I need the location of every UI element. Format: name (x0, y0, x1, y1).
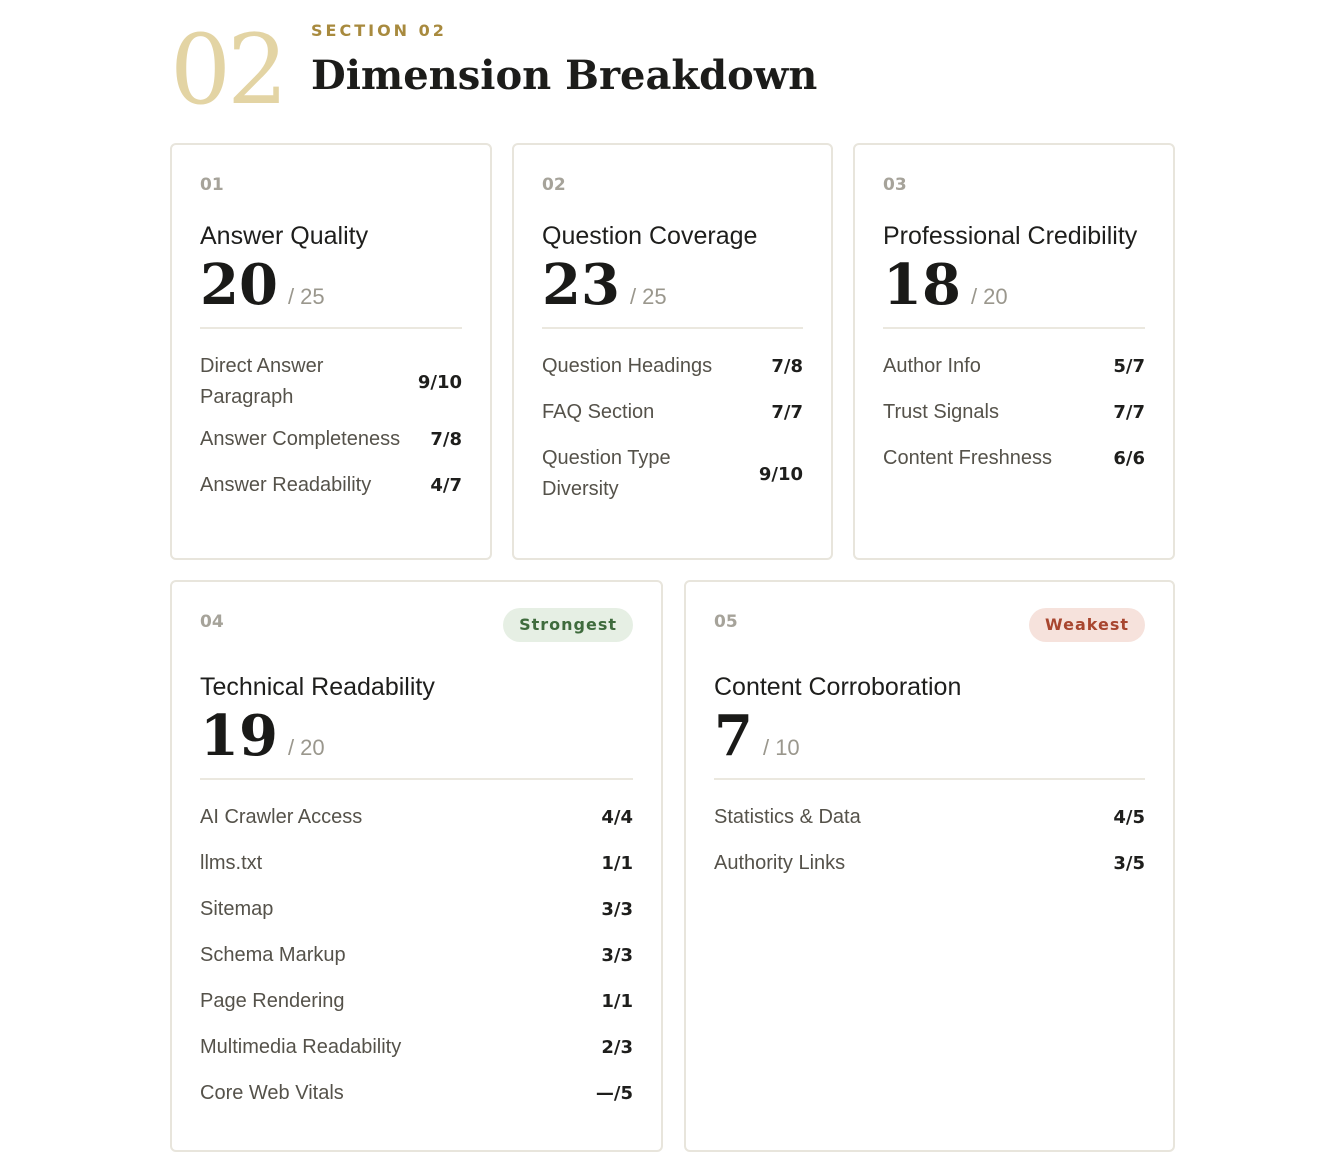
sub-metric-value: 5/7 (1113, 356, 1145, 377)
dimension-card-technical-readability (170, 580, 663, 1152)
sub-metric-label: Author Info (883, 355, 981, 377)
divider (200, 778, 633, 780)
divider (883, 327, 1145, 329)
section-number: 02 (170, 14, 285, 126)
sub-metric-value: 7/8 (771, 356, 803, 377)
sub-metric-value: 1/1 (601, 853, 633, 874)
sub-metric-list (200, 351, 462, 501)
sub-metric-label: Trust Signals (883, 401, 999, 423)
section-eyebrow: SECTION 02 (311, 21, 447, 40)
sub-metric-label: Content Freshness (883, 447, 1052, 469)
sub-metric-value: 6/6 (1113, 448, 1145, 469)
card-title: Answer Quality (200, 222, 369, 250)
card-title: Technical Readability (200, 673, 435, 701)
sub-metric-value: 7/7 (771, 402, 803, 423)
sub-metric-row (883, 443, 1145, 474)
card-number: 01 (200, 175, 224, 195)
sub-metric-label: Direct Answer Paragraph (200, 355, 324, 408)
sub-metric-value: 3/3 (601, 945, 633, 966)
card-number: 03 (883, 175, 907, 195)
sub-metric-row (200, 802, 633, 833)
sub-metric-row (542, 397, 803, 428)
sub-metric-list (883, 351, 1145, 474)
sub-metric-label: Question Headings (542, 355, 713, 377)
card-score: 7 (714, 703, 753, 769)
sub-metric-label: Answer Completeness (200, 428, 401, 450)
card-score: 19 (200, 703, 278, 769)
section-header (170, 14, 1070, 126)
sub-metric-label: Schema Markup (200, 944, 346, 966)
score-row (200, 703, 633, 769)
sub-metric-value: 9/10 (417, 371, 462, 393)
sub-metric-row (200, 986, 633, 1017)
sub-metric-row (714, 848, 1145, 879)
sub-metric-label: Answer Readability (200, 474, 372, 496)
card-score-max: / 10 (762, 735, 800, 760)
divider (542, 327, 803, 329)
card-score-max: / 20 (970, 284, 1008, 309)
sub-metric-row (542, 351, 803, 382)
score-row (883, 252, 1145, 318)
card-score-max: / 25 (629, 284, 667, 309)
sub-metric-row (200, 894, 633, 925)
card-title: Content Corroboration (714, 673, 962, 701)
sub-metric-label: FAQ Section (542, 401, 655, 423)
card-number: 05 (714, 612, 738, 632)
card-score-max: / 25 (287, 284, 325, 309)
sub-metric-value: 3/5 (1113, 853, 1145, 874)
card-title: Professional Credibility (883, 222, 1138, 250)
sub-metric-list (542, 351, 803, 505)
sub-metric-row (200, 470, 462, 501)
score-row (200, 252, 462, 318)
sub-metric-value: 9/10 (758, 463, 803, 485)
divider (200, 327, 462, 329)
sub-metric-value: 4/7 (430, 475, 462, 496)
sub-metric-row (200, 848, 633, 879)
sub-metric-row (200, 1078, 633, 1109)
divider (714, 778, 1145, 780)
dimension-card-content-corroboration (684, 580, 1175, 1152)
card-score: 20 (200, 252, 278, 318)
sub-metric-value: 4/5 (1113, 807, 1145, 828)
sub-metric-row (883, 351, 1145, 382)
dimension-card-answer-quality (170, 143, 492, 560)
score-row (714, 703, 1145, 769)
sub-metric-row (200, 351, 462, 413)
sub-metric-value: —/5 (595, 1083, 633, 1104)
sub-metric-label: Page Rendering (200, 990, 345, 1012)
sub-metric-label: Authority Links (714, 852, 846, 874)
sub-metric-value: 1/1 (601, 991, 633, 1012)
sub-metric-value: 7/8 (430, 429, 462, 450)
sub-metric-row (200, 940, 633, 971)
card-score: 23 (542, 252, 620, 318)
sub-metric-value: 3/3 (601, 899, 633, 920)
sub-metric-row (200, 1032, 633, 1063)
card-number: 02 (542, 175, 566, 195)
sub-metric-value: 2/3 (601, 1037, 633, 1058)
dimension-card-professional-credibility (853, 143, 1175, 560)
section-title: Dimension Breakdown (311, 52, 818, 99)
sub-metric-row (542, 443, 803, 505)
score-row (542, 252, 803, 318)
dimension-card-question-coverage (512, 143, 833, 560)
sub-metric-value: 7/7 (1113, 402, 1145, 423)
sub-metric-list (200, 802, 633, 1109)
card-title: Question Coverage (542, 222, 758, 250)
sub-metric-list (714, 802, 1145, 879)
strongest-badge: Strongest (503, 608, 633, 642)
sub-metric-value: 4/4 (601, 807, 633, 828)
sub-metric-label: Core Web Vitals (200, 1082, 344, 1104)
sub-metric-label: Multimedia Readability (200, 1036, 402, 1058)
card-number: 04 (200, 612, 224, 632)
sub-metric-row (714, 802, 1145, 833)
sub-metric-row (883, 397, 1145, 428)
sub-metric-label: Sitemap (200, 898, 274, 920)
sub-metric-label: Question Type Diversity (542, 447, 671, 500)
sub-metric-label: llms.txt (200, 852, 263, 874)
weakest-badge: Weakest (1029, 608, 1145, 642)
sub-metric-row (200, 424, 462, 455)
sub-metric-label: AI Crawler Access (200, 806, 363, 828)
card-score-max: / 20 (287, 735, 325, 760)
sub-metric-label: Statistics & Data (714, 806, 861, 828)
card-score: 18 (883, 252, 961, 318)
